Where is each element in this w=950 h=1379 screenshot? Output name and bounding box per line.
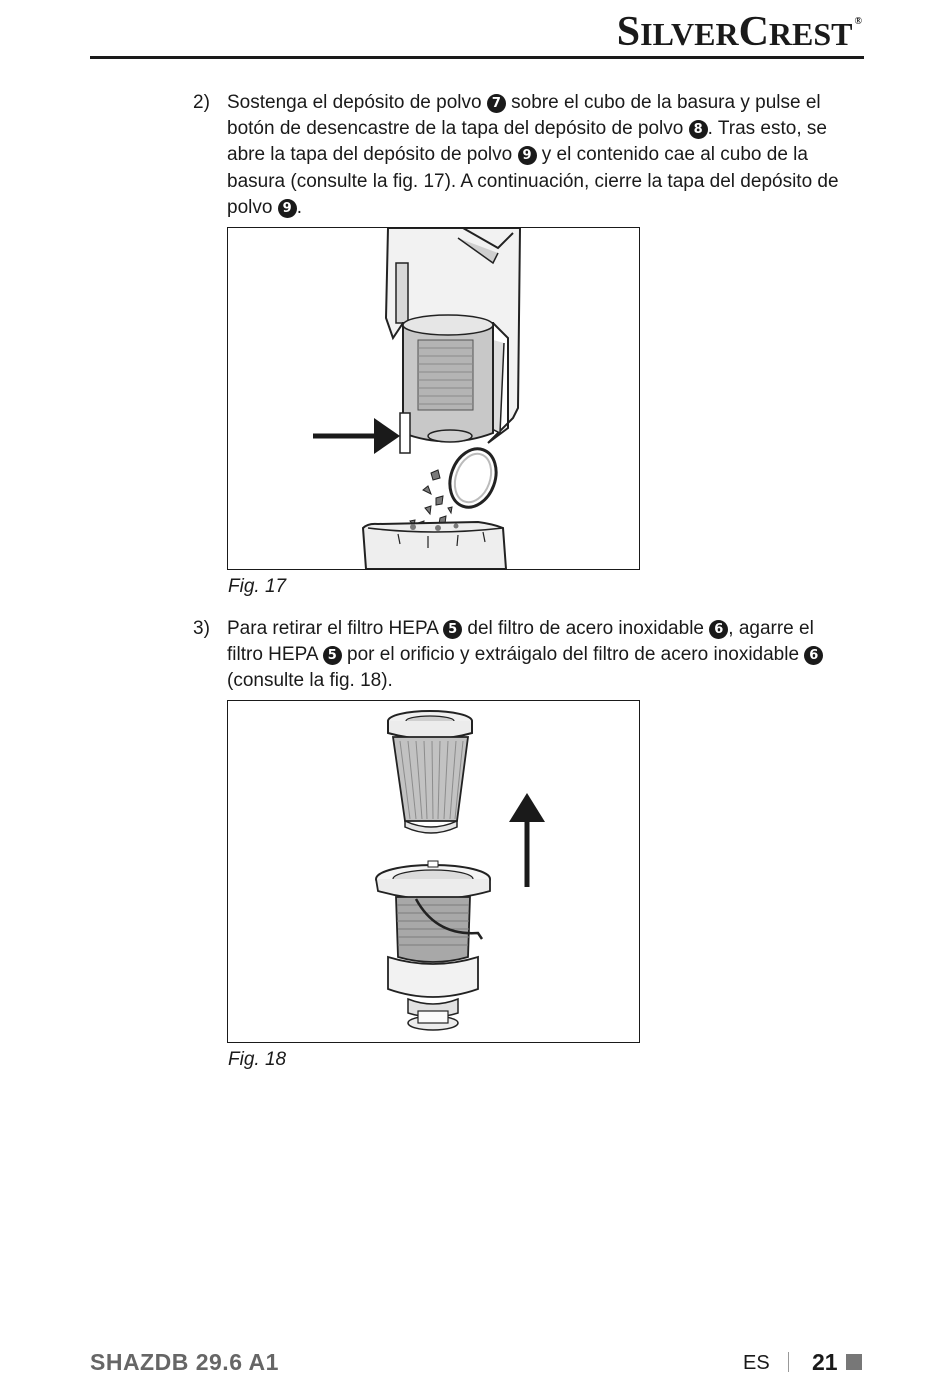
footer-square-icon: [846, 1354, 862, 1370]
footer-model-number: SHAZDB 29.6 A1: [90, 1349, 279, 1375]
step-text: Sostenga el depósito de polvo 7 sobre el cubo de la basura y pulse el botón de desencastre de la tapa del depósito de polvo 8 . Tras esto, se abre la tapa del depósito de polvo 9 y el contenido cae al cubo de la basura (consulte la fig. 17). A continuación, cierre la tapa del depósito de polvo 9 .: [227, 92, 839, 218]
silvercrest-logo: SILVERCREST ®: [616, 9, 862, 55]
header-rule: [90, 56, 864, 59]
step-number: 3): [193, 618, 210, 639]
figure-18-illustration: [227, 700, 640, 1043]
figure-18-caption: Fig. 18: [228, 1049, 287, 1070]
footer-language: ES: [743, 1352, 770, 1374]
part-number-badge: 7: [487, 94, 506, 113]
figure-17-illustration: [227, 227, 640, 570]
part-number-badge: 6: [804, 646, 823, 665]
figure-17-caption: Fig. 17: [228, 576, 287, 597]
step-number: 2): [193, 92, 210, 113]
footer-separator: [788, 1352, 789, 1372]
part-number-badge: 5: [443, 620, 462, 639]
part-number-badge: 8: [689, 120, 708, 139]
footer-page-number: 21: [812, 1349, 838, 1375]
part-number-badge: 5: [323, 646, 342, 665]
step-text: Para retirar el filtro HEPA 5 del filtro de acero inoxidable 6 , agarre el filtro HEPA 5 por el orificio y extráigalo del filtro de acero inoxidable 6 (consulte la fig. 18).: [227, 616, 853, 695]
step-2: [193, 90, 853, 221]
part-number-badge: 6: [709, 620, 728, 639]
part-number-badge: 9: [278, 199, 297, 218]
step-3: [193, 616, 853, 695]
part-number-badge: 9: [518, 146, 537, 165]
